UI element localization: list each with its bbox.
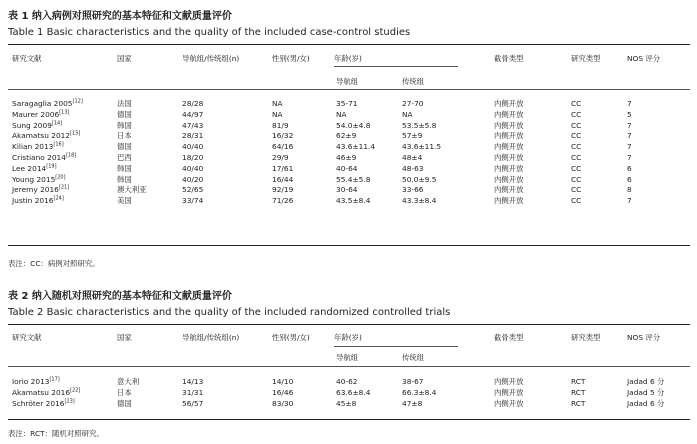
table2-row-groups: 14/13 <box>182 377 204 386</box>
table1-row-nos: 7 <box>627 153 632 162</box>
table2-row-osteotomy: 内侧开放 <box>494 377 524 386</box>
reference-number: [18] <box>65 152 77 159</box>
table1-row-study <box>12 99 83 109</box>
author-year: Iorio 2013 <box>12 377 50 386</box>
table1-row-study <box>12 196 64 206</box>
table1-row-age-trad: 50.0±9.5 <box>402 175 437 184</box>
table2-row-osteotomy: 内侧开放 <box>494 388 524 397</box>
table1-row-age-trad: NA <box>402 110 413 119</box>
table1-row-osteotomy: 内侧开放 <box>494 153 524 162</box>
table1-row-sex: 92/19 <box>272 185 294 194</box>
table1-header-age: 年龄(岁) <box>334 54 362 63</box>
table2-row-age-nav: 40-62 <box>336 377 358 386</box>
author-year: Sung 2009 <box>12 121 52 130</box>
table1-row-osteotomy: 内侧开放 <box>494 110 524 119</box>
table1-row-country: 澳大利亚 <box>117 185 147 194</box>
table1-row-nos: 7 <box>627 131 632 140</box>
table1-row-country: 韩国 <box>117 175 132 184</box>
table2-row-design: RCT <box>571 377 586 386</box>
table2-title-en: Table 2 Basic characteristics and the quality of the included randomized controlled trials <box>8 307 451 318</box>
reference-number: [21] <box>58 184 70 191</box>
table1-bottom-rule <box>8 245 690 246</box>
table1-header-country: 国家 <box>117 54 132 63</box>
table1-row-country: 法国 <box>117 99 132 108</box>
table1-row-age-trad: 48±4 <box>402 153 423 162</box>
table1-header-design: 研究类型 <box>571 54 601 63</box>
table1-header-osteotomy: 截骨类型 <box>494 54 524 63</box>
table1-row-groups: 40/40 <box>182 142 204 151</box>
table1-row-age-nav: 43.6±11.4 <box>336 142 376 151</box>
table1-row-age-nav: 55.4±5.8 <box>336 175 371 184</box>
table2-row-design: RCT <box>571 388 586 397</box>
table2-top-rule <box>8 324 690 325</box>
author-year: Saragaglia 2005 <box>12 99 73 108</box>
table1-row-osteotomy: 内侧开放 <box>494 131 524 140</box>
table1-row-age-trad: 48-63 <box>402 164 424 173</box>
table1-row-nos: 7 <box>627 196 632 205</box>
reference-number: [19] <box>46 163 57 170</box>
table1-row-country: 日本 <box>117 131 132 140</box>
table2-header-country: 国家 <box>117 333 132 342</box>
table1-header-age-trad: 传统组 <box>402 77 425 86</box>
table1-row-sex: 16/44 <box>272 175 294 184</box>
table1-row-sex: NA <box>272 99 283 108</box>
table1-row-age-nav: 30-64 <box>336 185 358 194</box>
table2-header-age: 年龄(岁) <box>334 333 362 342</box>
table2-bottom-rule <box>8 419 690 420</box>
table1-row-age-nav: 62±9 <box>336 131 357 140</box>
table1-row-age-nav: 54.0±4.8 <box>336 121 371 130</box>
table1-title-en: Table 1 Basic characteristics and the quality of the included case-control studies <box>8 27 411 38</box>
table1-row-groups: 33/74 <box>182 196 204 205</box>
table1-row-design: CC <box>571 185 582 194</box>
table1-age-subrule <box>334 66 458 67</box>
table2-row-nos: Jadad 6 分 <box>627 399 665 408</box>
table1-row-study <box>12 131 80 141</box>
table1-row-age-trad: 43.3±8.4 <box>402 196 437 205</box>
table1-row-nos: 6 <box>627 175 632 184</box>
table1-row-study <box>12 185 69 195</box>
table1-row-groups: 28/28 <box>182 99 204 108</box>
table1-row-groups: 52/65 <box>182 185 204 194</box>
table2-row-sex: 83/30 <box>272 399 294 408</box>
table1-row-age-trad: 53.5±5.8 <box>402 121 437 130</box>
table2-header-osteotomy: 截骨类型 <box>494 333 524 342</box>
table2-row-country: 德国 <box>117 399 132 408</box>
table2-row-design: RCT <box>571 399 586 408</box>
table1-row-age-trad: 43.6±11.5 <box>402 142 442 151</box>
table1-row-sex: 17/61 <box>272 164 294 173</box>
reference-number: [22] <box>70 387 81 394</box>
table2-title-cn: 表 2 纳入随机对照研究的基本特征和文献质量评价 <box>8 291 232 302</box>
author-year: Maurer 2006 <box>12 110 60 119</box>
table1-row-groups: 40/20 <box>182 175 204 184</box>
table1-row-sex: 64/16 <box>272 142 294 151</box>
table2-note: 表注：RCT：随机对照研究。 <box>8 429 104 438</box>
table1-row-design: CC <box>571 164 582 173</box>
table1-row-age-trad: 57±9 <box>402 131 423 140</box>
table1-row-design: CC <box>571 110 582 119</box>
table1-row-groups: 40/40 <box>182 164 204 173</box>
table2-row-study <box>12 388 80 398</box>
table2-row-country: 日本 <box>117 388 132 397</box>
table1-row-design: CC <box>571 121 582 130</box>
table1-row-osteotomy: 内侧开放 <box>494 175 524 184</box>
author-year: Cristiano 2014 <box>12 153 66 162</box>
table1-row-design: CC <box>571 99 582 108</box>
table1-top-rule <box>8 44 690 45</box>
table1-row-age-nav: 40-64 <box>336 164 358 173</box>
table2-header-design: 研究类型 <box>571 333 601 342</box>
table1-row-study <box>12 142 64 152</box>
table1-row-osteotomy: 内侧开放 <box>494 142 524 151</box>
table1-row-design: CC <box>571 175 582 184</box>
table1-note: 表注：CC：病例对照研究。 <box>8 259 100 268</box>
reference-number: [16] <box>53 141 64 148</box>
reference-number: [23] <box>64 398 75 405</box>
table2-age-subrule <box>334 346 458 347</box>
table1-row-osteotomy: 内侧开放 <box>494 121 524 130</box>
table1-row-design: CC <box>571 196 582 205</box>
table2-row-nos: Jadad 6 分 <box>627 377 665 386</box>
table2-row-sex: 14/10 <box>272 377 294 386</box>
table1-header-nos: NOS 评分 <box>627 54 661 63</box>
table1-row-nos: 5 <box>627 110 632 119</box>
table1-row-country: 韩国 <box>117 121 132 130</box>
table2-row-age-trad: 38-67 <box>402 377 424 386</box>
reference-number: [24] <box>53 195 64 202</box>
reference-number: [17] <box>49 376 60 383</box>
table1-header-groups: 导航组/传统组(n) <box>182 54 240 63</box>
table1-row-age-trad: 27-70 <box>402 99 424 108</box>
reference-number: [12] <box>72 98 83 105</box>
table1-row-sex: 29/9 <box>272 153 289 162</box>
reference-number: [13] <box>59 109 70 116</box>
table1-row-design: CC <box>571 131 582 140</box>
table2-row-groups: 31/31 <box>182 388 204 397</box>
author-year: Schröter 2016 <box>12 399 65 408</box>
table1-row-age-nav: NA <box>336 110 347 119</box>
table2-header-sex: 性别(男/女) <box>272 333 310 342</box>
table2-row-osteotomy: 内侧开放 <box>494 399 524 408</box>
table1-header-age-nav: 导航组 <box>336 77 359 86</box>
table1-row-study <box>12 110 69 120</box>
table1-row-nos: 7 <box>627 99 632 108</box>
table2-row-study <box>12 377 60 387</box>
table2-row-age-trad: 66.3±8.4 <box>402 388 437 397</box>
table1-row-osteotomy: 内侧开放 <box>494 196 524 205</box>
table1-row-osteotomy: 内侧开放 <box>494 185 524 194</box>
author-year: Akamatsu 2016 <box>12 388 71 397</box>
table1-row-nos: 6 <box>627 164 632 173</box>
table2-row-age-trad: 47±8 <box>402 399 423 408</box>
table1-row-osteotomy: 内侧开放 <box>494 164 524 173</box>
author-year: Akamatsu 2012 <box>12 131 71 140</box>
table1-header-study: 研究文献 <box>12 54 42 63</box>
table2-header-groups: 导航组/传统组(n) <box>182 333 240 342</box>
table2-header-nos: NOS 评分 <box>627 333 661 342</box>
table1-row-country: 巴西 <box>117 153 132 162</box>
table1-row-country: 韩国 <box>117 164 132 173</box>
table1-row-study <box>12 153 76 163</box>
table2-header-rule <box>8 366 690 367</box>
table1-row-sex: 81/9 <box>272 121 289 130</box>
table1-row-nos: 7 <box>627 121 632 130</box>
table2-header-age-nav: 导航组 <box>336 353 359 362</box>
table1-row-sex: 16/32 <box>272 131 294 140</box>
author-year: Kilian 2013 <box>12 142 54 151</box>
table2-row-age-nav: 63.6±8.4 <box>336 388 371 397</box>
table1-row-design: CC <box>571 153 582 162</box>
table1-header-rule <box>8 89 690 90</box>
table1-row-study <box>12 121 62 131</box>
table2-row-country: 意大利 <box>117 377 140 386</box>
table1-row-study <box>12 164 57 174</box>
table1-row-nos: 8 <box>627 185 632 194</box>
table1-row-groups: 44/97 <box>182 110 204 119</box>
author-year: Young 2015 <box>12 175 56 184</box>
reference-number: [15] <box>70 130 81 137</box>
table1-title-cn: 表 1 纳入病例对照研究的基本特征和文献质量评价 <box>8 11 232 22</box>
table1-row-nos: 7 <box>627 142 632 151</box>
table1-row-country: 德国 <box>117 142 132 151</box>
author-year: Justin 2016 <box>12 196 54 205</box>
table1-row-age-nav: 35-71 <box>336 99 358 108</box>
table1-row-country: 美国 <box>117 196 132 205</box>
table1-row-sex: 71/26 <box>272 196 294 205</box>
table1-row-age-nav: 46±9 <box>336 153 357 162</box>
table1-row-age-trad: 33-66 <box>402 185 424 194</box>
table2-header-age-trad: 传统组 <box>402 353 425 362</box>
author-year: Lee 2014 <box>12 164 47 173</box>
table1-row-groups: 28/31 <box>182 131 204 140</box>
table1-row-study <box>12 175 66 185</box>
table1-row-osteotomy: 内侧开放 <box>494 99 524 108</box>
reference-number: [14] <box>51 120 63 127</box>
table1-row-sex: NA <box>272 110 283 119</box>
table1-row-groups: 47/43 <box>182 121 204 130</box>
table2-row-age-nav: 45±8 <box>336 399 357 408</box>
table1-header-sex: 性别(男/女) <box>272 54 310 63</box>
table1-row-country: 德国 <box>117 110 132 119</box>
table2-header-study: 研究文献 <box>12 333 42 342</box>
table2-row-study <box>12 399 75 409</box>
table2-row-sex: 16/46 <box>272 388 294 397</box>
table2-row-groups: 56/57 <box>182 399 204 408</box>
author-year: Jeremy 2016 <box>12 185 59 194</box>
table1-row-design: CC <box>571 142 582 151</box>
reference-number: [20] <box>55 174 66 181</box>
table2-row-nos: Jadad 5 分 <box>627 388 665 397</box>
table1-row-age-nav: 43.5±8.4 <box>336 196 371 205</box>
table1-row-groups: 18/20 <box>182 153 204 162</box>
